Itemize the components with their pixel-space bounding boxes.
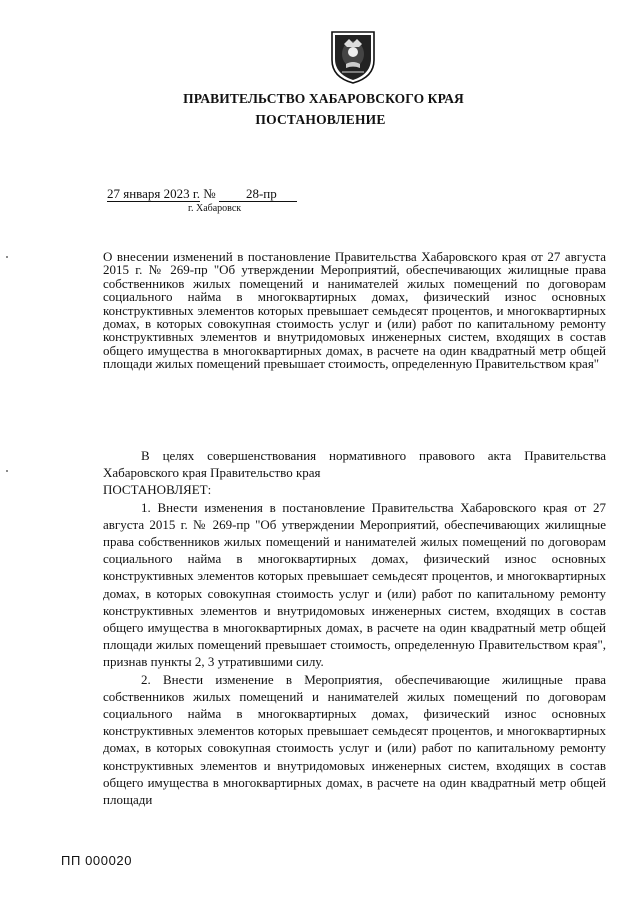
scan-mark xyxy=(6,470,8,472)
document-type: ПОСТАНОВЛЕНИЕ xyxy=(255,112,386,127)
registration-line xyxy=(107,186,297,202)
scan-mark xyxy=(6,256,8,258)
number-sign: № xyxy=(203,186,216,201)
decree-title: О внесении изменений в постановление Правительства Хабаровского края от 27 августа 2015 г. № 269-пр "Об утверждении Мероприятий, обеспечивающих жилищные права собственников жилых помещений и нанимателей жилых помещений по договорам социального найма в многоквартирных домах, физический износ основных конструктивных элементов которых превышает семьдесят процентов, и многоквартирных домах, в которых совокупная стоимость услуг и (или) работ по капитальному ремонту конструктивных элементов и внутридомовых инженерных систем, входящих в состав общего имущества в многоквартирных домах, в расчете на один квадратный метр общей площади жилых помещений превышает стоимость, определенную Правительством края" xyxy=(103,249,606,372)
decree-body xyxy=(103,447,606,808)
decree-date: 27 января 2023 г. xyxy=(107,186,201,201)
coat-of-arms-icon xyxy=(330,30,376,84)
item-1-paragraph: 1. Внести изменения в постановление Правительства Хабаровского края от 27 августа 2015 г. № 269-пр "Об утверждении Мероприятий, обеспечивающих жилищные права собственников жилых помещений и нанимателей жилых помещений по договорам социального найма в многоквартирных домах, физический износ основных конструктивных элементов которых превышает семьдесят процентов, и многоквартирных домах, в которых совокупная стоимость услуг и (или) работ по капитальному ремонту конструктивных элементов и внутридомовых инженерных систем, входящих в состав общего имущества в многоквартирных домах, в расчете на один квадратный метр общей площади жилых помещений превышает стоимость, определенную Правительством края", признав пункты 2, 3 утратившими силу. xyxy=(103,499,606,670)
item-2-paragraph: 2. Внести изменение в Мероприятия, обеспечивающие жилищные права собственников жилых помещений и нанимателей жилых помещений по договорам социального найма в многоквартирных домах, физический износ основных конструктивных элементов которых превышает семьдесят процентов, и многоквартирных домах, в которых совокупная стоимость услуг и (или) работ по капитальному ремонту конструктивных элементов и внутридомовых инженерных систем, входящих в состав общего имущества в многоквартирных домах, в расчете на один квадратный метр общей площади xyxy=(103,671,606,808)
government-title: ПРАВИТЕЛЬСТВО ХАБАРОВСКОГО КРАЯ xyxy=(183,91,464,106)
decree-word: ПОСТАНОВЛЯЕТ: xyxy=(103,482,212,498)
decree-number: 28-пр xyxy=(219,187,297,202)
city-label: г. Хабаровск xyxy=(188,203,242,214)
intro-paragraph: В целях совершенствования нормативного правового акта Правительства Хабаровского края Правительство края xyxy=(103,448,606,481)
document-code: ПП 000020 xyxy=(61,853,133,868)
